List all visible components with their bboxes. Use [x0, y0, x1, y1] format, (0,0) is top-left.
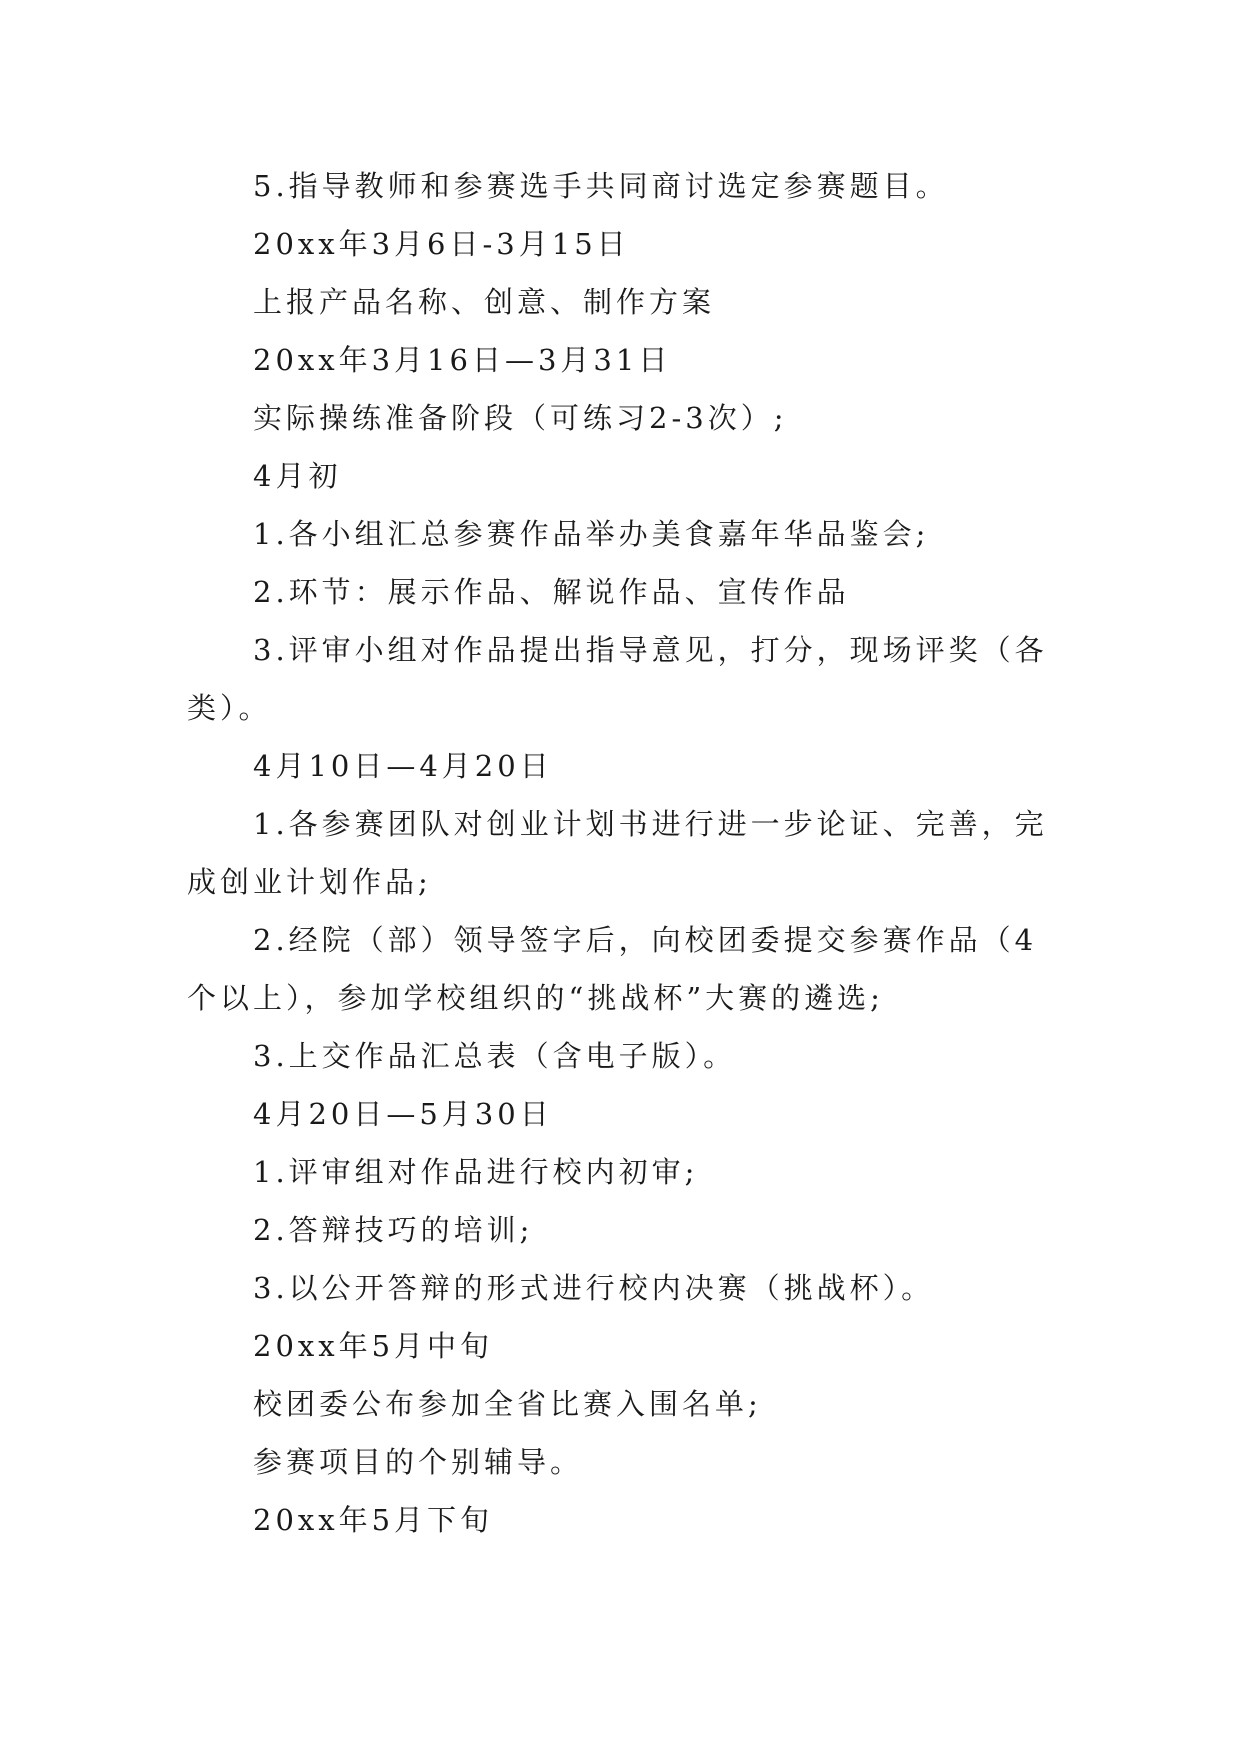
date-heading: 20xx年3月16日—3月31日: [253, 343, 672, 377]
list-item: 2.答辩技巧的培训;: [253, 1213, 534, 1247]
list-item: 3.上交作品汇总表（含电子版）。: [253, 1039, 737, 1073]
document-body: [187, 157, 1057, 1549]
list-item: 3.以公开答辩的形式进行校内决赛（挑战杯）。: [253, 1271, 935, 1305]
list-item: 1.评审组对作品进行校内初审;: [253, 1155, 699, 1189]
date-heading: 20xx年5月中旬: [253, 1329, 494, 1363]
list-item: 1.各参赛团队对创业计划书进行进一步论证、完善，完成创业计划作品;: [187, 807, 1048, 899]
list-item: 1.各小组汇总参赛作品举办美食嘉年华品鉴会;: [253, 517, 930, 551]
date-heading: 20xx年3月6日-3月15日: [253, 227, 630, 261]
paragraph: 5.指导教师和参赛选手共同商讨选定参赛题目。: [253, 169, 949, 203]
list-item: 2.经院（部）领导签字后，向校团委提交参赛作品（4个以上），参加学校组织的“挑战杯”大赛的遴选;: [187, 923, 1038, 1015]
paragraph: 校团委公布参加全省比赛入围名单;: [253, 1387, 762, 1421]
paragraph: 上报产品名称、创意、制作方案: [253, 285, 716, 319]
paragraph: 实际操练准备阶段（可练习2-3次）;: [253, 401, 788, 435]
list-item: 2.环节：展示作品、解说作品、宣传作品: [253, 575, 850, 609]
date-heading: 4月初: [253, 459, 342, 493]
paragraph: 参赛项目的个别辅导。: [253, 1445, 584, 1479]
date-heading: 20xx年5月下旬: [253, 1503, 494, 1537]
date-heading: 4月20日—5月30日: [253, 1097, 553, 1131]
list-item: 3.评审小组对作品提出指导意见，打分，现场评奖（各类）。: [187, 633, 1048, 725]
date-heading: 4月10日—4月20日: [253, 749, 553, 783]
